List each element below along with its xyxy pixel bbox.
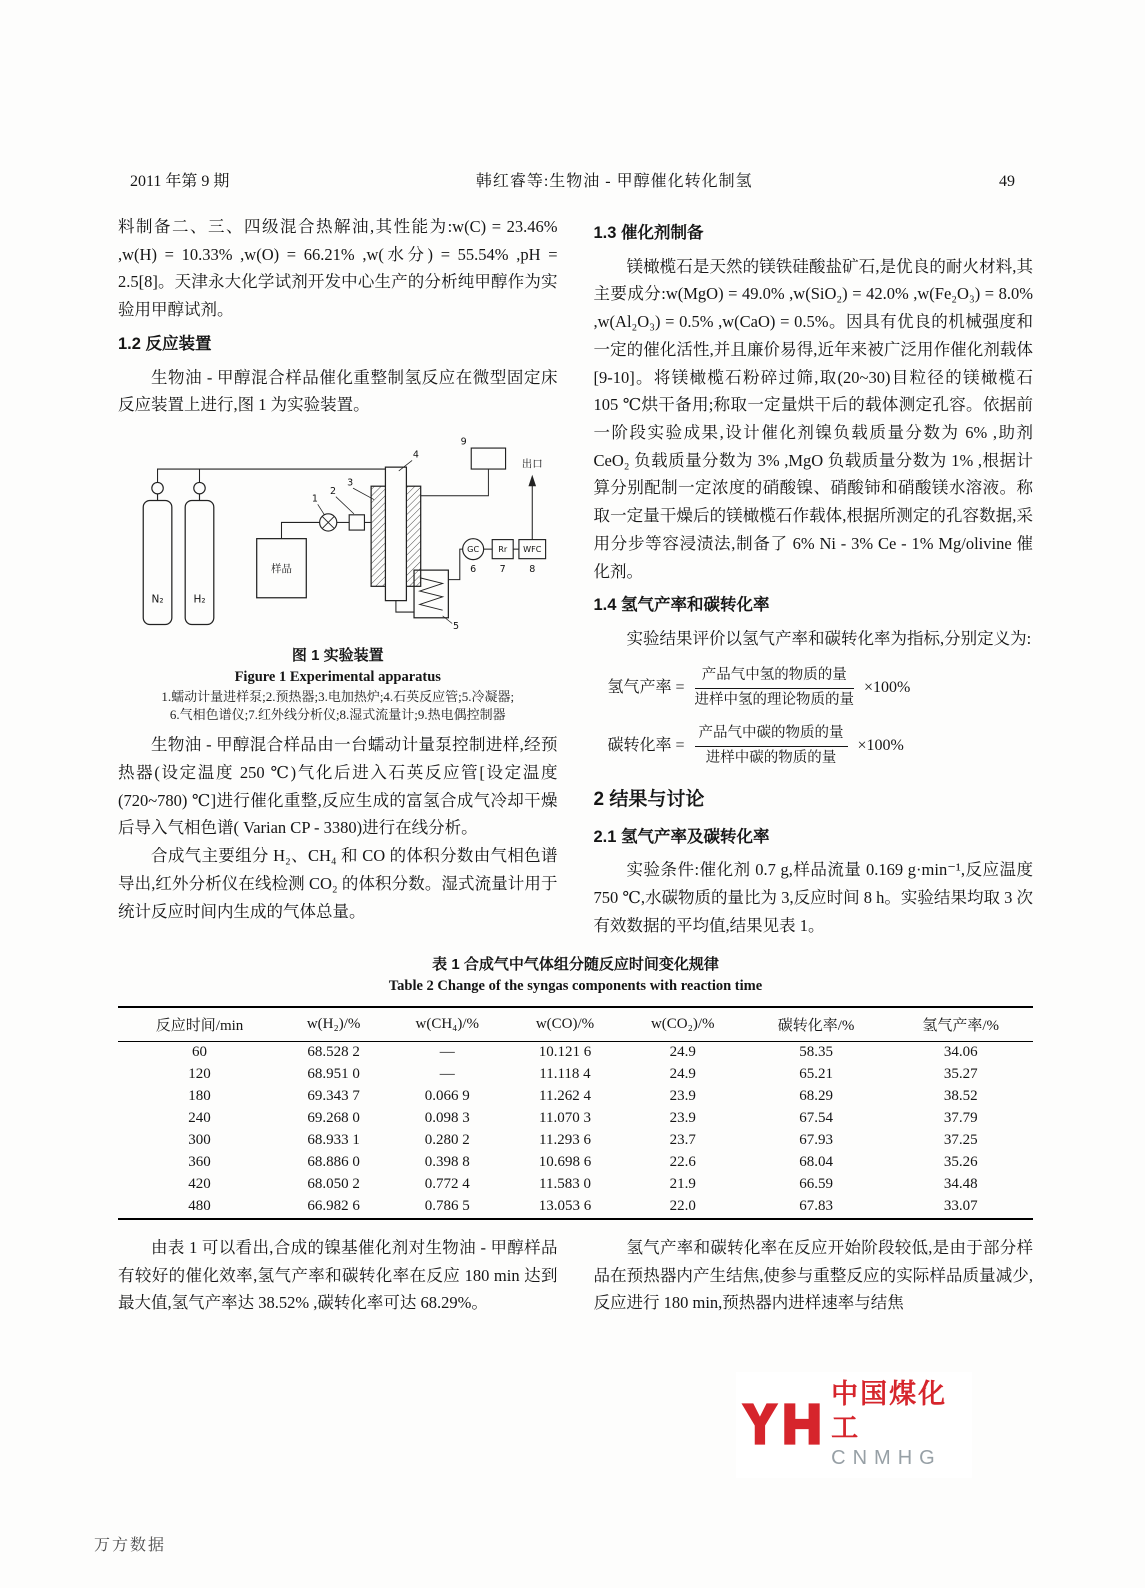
bottom-right-column bbox=[594, 1234, 1034, 1317]
figure-caption-en: Figure 1 Experimental apparatus bbox=[234, 668, 441, 685]
table-cell: 34.48 bbox=[943, 1176, 978, 1193]
preheater-icon bbox=[349, 515, 364, 530]
table-cell: 240 bbox=[188, 1110, 211, 1127]
paragraph-feedstock: 料制备二、三、四级混合热解油,其性能为:w(C) = 23.46% ,w(H) = 10.33% ,w(O) = 66.21% ,w(水分) = 55.54% ,pH = 2.5[8]。天津永大化学试剂开发中心生产的分析纯甲醇作为实验用甲醇试剂。 bbox=[118, 217, 558, 320]
table-cell: 67.54 bbox=[799, 1110, 833, 1127]
table-cell: 37.25 bbox=[943, 1132, 978, 1149]
table-cell: — bbox=[439, 1066, 455, 1083]
figure-caption bbox=[118, 645, 558, 725]
table-cell: 23.9 bbox=[669, 1110, 696, 1127]
table-cell: 11.293 6 bbox=[539, 1132, 591, 1149]
outlet-arrow-icon bbox=[522, 457, 543, 539]
figure-legend-line1: 1.蠕动计量进样泵;2.预热器;3.电加热炉;4.石英反应管;5.冷凝器; bbox=[161, 688, 515, 704]
section-heading-1-4: 1.4 氢气产率和碳转化率 bbox=[593, 596, 770, 615]
table-cell: 0.066 9 bbox=[424, 1088, 470, 1105]
table-cell: 11.262 4 bbox=[539, 1088, 591, 1105]
sample-vessel-icon bbox=[257, 539, 307, 598]
syngas-table bbox=[118, 1006, 1033, 1220]
table-cell: 35.27 bbox=[943, 1066, 978, 1083]
table-cell: 58.35 bbox=[799, 1044, 833, 1061]
table-cell: 68.951 0 bbox=[307, 1066, 360, 1083]
figure-legend-line2: 6.气相色谱仪;7.红外线分析仪;8.湿式流量计;9.热电偶控制器 bbox=[169, 707, 506, 723]
svg-text:Rr: Rr bbox=[498, 544, 508, 555]
formula-fraction bbox=[695, 665, 855, 712]
table-header-cell: w(CO₂)/% bbox=[622, 1007, 744, 1042]
table-cell: 0.280 2 bbox=[424, 1132, 470, 1149]
formula-rhs: ×100% bbox=[857, 737, 904, 755]
table-cell: 0.098 3 bbox=[424, 1110, 470, 1127]
section-heading-2: 2 结果与讨论 bbox=[593, 788, 705, 810]
table-row bbox=[118, 1041, 1033, 1064]
formula-fraction bbox=[695, 723, 848, 770]
paragraph-results-right: 氢气产率和碳转化率在反应开始阶段较低,是由于部分样品在预热器内产生结焦,使参与重整反应的实际样品质量减少,反应进行 180 min,预热器内进样速率与结焦 bbox=[593, 1237, 1033, 1313]
table-row bbox=[118, 1108, 1033, 1130]
formula-rhs: ×100% bbox=[864, 678, 911, 696]
table-header-cell: w(CO)/% bbox=[508, 1007, 621, 1042]
table-row bbox=[118, 1174, 1033, 1196]
page-header bbox=[118, 168, 1033, 191]
table-cell: 68.528 2 bbox=[307, 1044, 360, 1061]
pump-icon bbox=[320, 514, 337, 531]
table-cell: 21.9 bbox=[669, 1176, 696, 1193]
table-header-cell: w(H₂)/% bbox=[281, 1007, 386, 1042]
svg-text:H₂: H₂ bbox=[193, 593, 206, 606]
thermocouple-controller-icon bbox=[421, 448, 506, 496]
paragraph-procedure: 生物油 - 甲醇混合样品由一台蠕动计量泵控制进样,经预热器(设定温度 250 ℃)气化后进入石英反应管[设定温度(720~780) ℃]进行催化重整,反应生成的富氢合成气冷却干燥后导入气相色谱( Varian CP - 3380)进行在线分析。 bbox=[118, 735, 558, 838]
journal-issue: 2011 年第 9 期 bbox=[130, 173, 230, 190]
table-row bbox=[118, 1152, 1033, 1174]
left-column bbox=[118, 213, 558, 940]
table-header-cell: 反应时间/min bbox=[118, 1007, 281, 1042]
watermark-logo bbox=[736, 1372, 972, 1478]
table-cell: 10.698 6 bbox=[538, 1154, 592, 1171]
paragraph-conditions: 实验条件:催化剂 0.7 g,样品流量 0.169 g·min⁻¹,反应温度 750 ℃,水碳物质的量比为 3,反应时间 8 h。实验结果均取 3 次有效数据的平均值,结果见表 1。 bbox=[593, 860, 1033, 935]
formula-denominator: 进样中碳的物质的量 bbox=[705, 750, 837, 767]
section-heading-1-3: 1.3 催化剂制备 bbox=[593, 224, 704, 242]
table-cell: 68.04 bbox=[799, 1154, 833, 1171]
formula-hydrogen-yield bbox=[608, 665, 1034, 712]
section-heading-2-1: 2.1 氢气产率及碳转化率 bbox=[593, 827, 770, 846]
figure-apparatus bbox=[118, 427, 558, 725]
h2-cylinder-icon bbox=[185, 482, 214, 624]
paragraph-catalyst-prep: 镁橄榄石是天然的镁铁硅酸盐矿石,是优良的耐火材料,其主要成分:w(MgO) = 49.0% ,w(SiO₂) = 42.0% ,w(Fe₂O₃) = 8.0% ,w(Al₂O₃) = 0.5% ,w(CaO) = 0.5%。因具有优良的机械强度和一定的催化活性,并且廉价易得,近年来被广泛用作催化剂载体[9-10]。将镁橄榄石粉碎过筛,取(20~30)目粒径的镁橄榄石 105 ℃烘干备用;称取一定量烘干后的载体测定孔容。依据前一阶段实验成果,设计催化剂镍负载质量分数为 6% ,助剂 CeO₂ 负载质量分数为 3% ,MgO 负载质量分数为 1% ,根据计算分别配制一定浓度的硝酸镍、硝酸铈和硝酸镁水溶液。称取一定量干燥后的镁橄榄石作载体,根据所测定的孔容数据,采用分步等容浸渍法,制备了 6% Ni - 3% Ce - 1% Mg/olivine 催化剂。 bbox=[593, 256, 1033, 581]
table-cell: 11.583 0 bbox=[539, 1176, 591, 1193]
paragraph-results-left: 由表 1 可以看出,合成的镍基催化剂对生物油 - 甲醇样品有较好的催化效率,氢气产率和碳转化率在反应 180 min 达到最大值,氢气产率达 38.52% ,碳转化率可达 68.29%。 bbox=[118, 1237, 558, 1313]
figure-caption-zh: 图 1 实验装置 bbox=[291, 646, 384, 664]
wanfang-label: 万方数据 bbox=[94, 1537, 167, 1554]
svg-text:N₂: N₂ bbox=[151, 593, 164, 606]
page-number: 49 bbox=[998, 173, 1015, 190]
table-cell: 480 bbox=[188, 1198, 211, 1215]
watermark-name-en: CNMHG bbox=[831, 1446, 942, 1469]
formula-numerator: 产品气中碳的物质的量 bbox=[695, 723, 848, 747]
table-header-cell: 碳转化率/% bbox=[744, 1007, 889, 1042]
bottom-columns bbox=[118, 1234, 1033, 1317]
table-cell: 0.772 4 bbox=[424, 1176, 470, 1193]
furnace-icon bbox=[371, 467, 421, 600]
table-cell: 13.053 6 bbox=[538, 1198, 592, 1215]
svg-text:出口: 出口 bbox=[521, 458, 543, 471]
table-cell: 420 bbox=[188, 1176, 211, 1193]
formula-carbon-conversion bbox=[608, 723, 1034, 770]
table-cell: 300 bbox=[188, 1132, 211, 1149]
table-cell: 0.398 8 bbox=[424, 1154, 470, 1171]
watermark-name-zh: 中国煤化工 bbox=[831, 1379, 948, 1443]
svg-text:7: 7 bbox=[499, 564, 506, 576]
svg-text:WFC: WFC bbox=[523, 544, 542, 555]
table-body bbox=[118, 1041, 1033, 1219]
table-cell: 0.786 5 bbox=[424, 1198, 470, 1215]
ir-analyzer-icon bbox=[492, 540, 513, 559]
table-cell: 68.050 2 bbox=[307, 1176, 360, 1193]
formula-numerator: 产品气中氢的物质的量 bbox=[695, 665, 855, 689]
watermark-text bbox=[831, 1378, 968, 1470]
table-cell: 24.9 bbox=[669, 1066, 696, 1083]
right-column bbox=[594, 213, 1034, 940]
svg-text:GC: GC bbox=[467, 544, 480, 555]
paragraph-apparatus-intro: 生物油 - 甲醇混合样品催化重整制氢反应在微型固定床反应装置上进行,图 1 为实验装置。 bbox=[118, 367, 558, 415]
body-columns bbox=[118, 213, 1033, 940]
table-cell: 38.52 bbox=[943, 1088, 978, 1105]
table-cell: 35.26 bbox=[943, 1154, 978, 1171]
table-cell: 68.29 bbox=[799, 1088, 833, 1105]
table-header-cell: w(CH₄)/% bbox=[386, 1007, 508, 1042]
table-cell: 180 bbox=[188, 1088, 211, 1105]
table-cell: 68.886 0 bbox=[307, 1154, 360, 1171]
table-cell: 68.933 1 bbox=[307, 1132, 360, 1149]
svg-text:9: 9 bbox=[460, 436, 467, 448]
table-cell: 66.59 bbox=[799, 1176, 833, 1193]
table-cell: 23.7 bbox=[669, 1132, 696, 1149]
table-cell: 24.9 bbox=[669, 1044, 696, 1061]
table-cell: — bbox=[439, 1044, 455, 1061]
table-cell: 11.118 4 bbox=[539, 1066, 591, 1083]
running-title: 韩红睿等:生物油 - 甲醇催化转化制氢 bbox=[475, 173, 753, 190]
svg-text:样品: 样品 bbox=[271, 563, 292, 576]
table-cell: 11.070 3 bbox=[539, 1110, 591, 1127]
svg-text:3: 3 bbox=[347, 477, 354, 489]
formula-lhs: 碳转化率 = bbox=[607, 737, 685, 755]
apparatus-diagram-svg bbox=[118, 429, 558, 634]
table-row bbox=[118, 1086, 1033, 1108]
table-header-row bbox=[118, 1007, 1033, 1042]
table-cell: 65.21 bbox=[799, 1066, 833, 1083]
table-cell: 22.6 bbox=[669, 1154, 696, 1171]
apparatus-diagram bbox=[118, 427, 558, 645]
table-row bbox=[118, 1064, 1033, 1086]
svg-text:6: 6 bbox=[470, 564, 477, 576]
table-cell: 10.121 6 bbox=[538, 1044, 592, 1061]
table-cell: 33.07 bbox=[943, 1198, 978, 1215]
table-caption-zh: 表 1 合成气中气体组分随反应时间变化规律 bbox=[432, 955, 719, 973]
svg-text:4: 4 bbox=[412, 449, 419, 461]
svg-text:2: 2 bbox=[329, 485, 337, 497]
table-section bbox=[118, 954, 1033, 1220]
table-cell: 22.0 bbox=[669, 1198, 696, 1215]
table-cell: 67.93 bbox=[799, 1132, 833, 1149]
table-cell: 37.79 bbox=[943, 1110, 978, 1127]
svg-text:8: 8 bbox=[529, 564, 536, 576]
table-cell: 66.982 6 bbox=[307, 1198, 360, 1215]
table-cell: 69.268 0 bbox=[307, 1110, 360, 1127]
paragraph-yield-definition: 实验结果评价以氢气产率和碳转化率为指标,分别定义为: bbox=[626, 629, 1032, 649]
table-cell: 360 bbox=[188, 1154, 211, 1171]
table-cell: 120 bbox=[188, 1066, 211, 1083]
gc-icon bbox=[463, 539, 484, 560]
table-cell: 23.9 bbox=[669, 1088, 696, 1105]
table-row bbox=[118, 1196, 1033, 1219]
svg-text:5: 5 bbox=[452, 621, 460, 633]
table-caption-en: Table 2 Change of the syngas components with reaction time bbox=[388, 978, 763, 995]
paragraph-gas-analysis: 合成气主要组分 H₂、CH₄ 和 CO 的体积分数由气相色谱导出,红外分析仪在线检测 CO₂ 的体积分数。湿式流量计用于统计反应时间内生成的气体总量。 bbox=[118, 846, 558, 921]
svg-text:1: 1 bbox=[311, 493, 318, 505]
reactor-tube-icon bbox=[385, 467, 406, 600]
coal-chem-mark-icon bbox=[740, 1399, 821, 1449]
table-header-cell: 氢气产率/% bbox=[888, 1007, 1033, 1042]
bottom-left-column bbox=[118, 1234, 558, 1317]
n2-cylinder-icon bbox=[143, 482, 172, 624]
section-heading-1-2: 1.2 反应装置 bbox=[118, 334, 212, 353]
wet-flow-meter-icon bbox=[519, 540, 546, 559]
formula-lhs: 氢气产率 = bbox=[607, 678, 685, 696]
table-row bbox=[118, 1130, 1033, 1152]
table-cell: 67.83 bbox=[799, 1198, 833, 1215]
table-cell: 60 bbox=[192, 1044, 208, 1061]
formula-denominator: 进样中氢的理论物质的量 bbox=[694, 691, 855, 708]
table-cell: 34.06 bbox=[943, 1044, 978, 1061]
table-cell: 69.343 7 bbox=[307, 1088, 360, 1105]
